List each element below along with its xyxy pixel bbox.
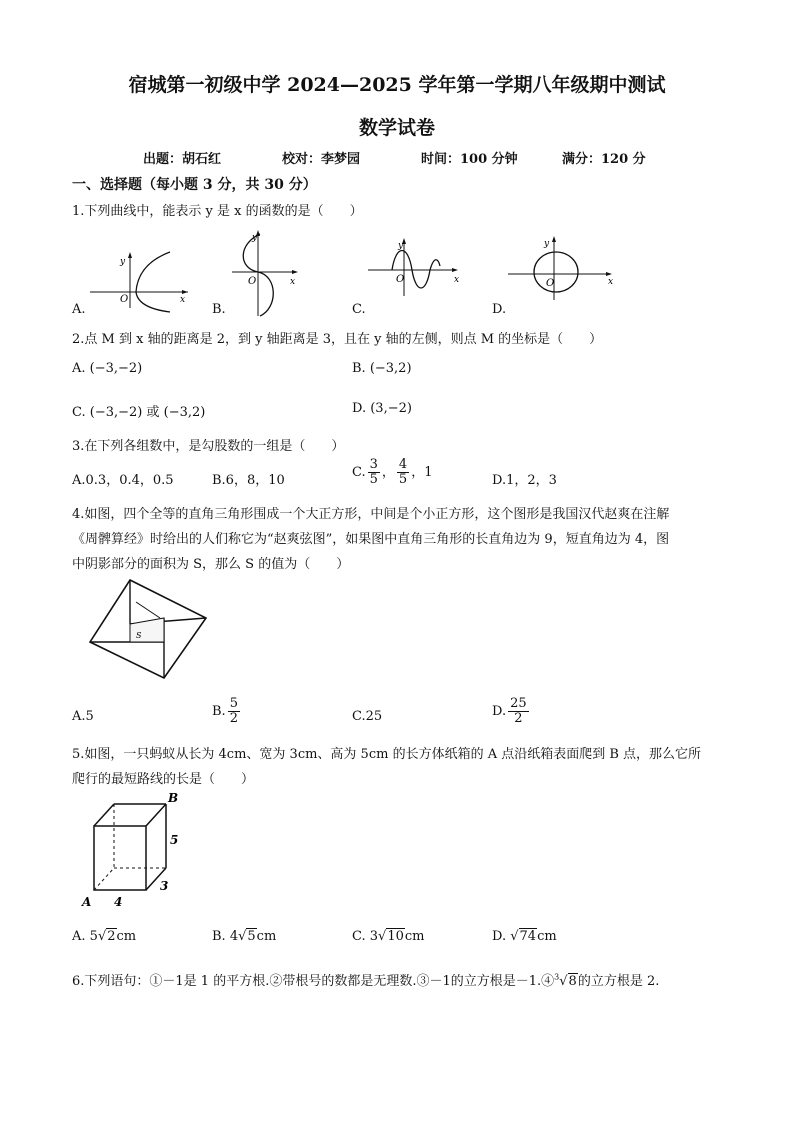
q5-option-d bbox=[492, 929, 557, 944]
q3c-f2-den: 5 bbox=[398, 472, 408, 487]
q6-radicand: 8 bbox=[568, 974, 577, 989]
q4-option-b-label: B. bbox=[212, 704, 226, 719]
q4-option-d-label: D. bbox=[492, 704, 507, 719]
q5d-radical-sign: √ bbox=[510, 929, 519, 944]
q4-line-2: 《周髀算经》时给出的人们称它为“赵爽弦图”，如果图中直角三角形的长直角边为 9，短直角边为 4，图 bbox=[72, 532, 670, 547]
q5c-prefix: C. 3 bbox=[352, 929, 379, 944]
q3c-sep: ， bbox=[381, 465, 395, 480]
q2-option-a: A. (−3,−2) bbox=[72, 361, 143, 376]
exam-title: 宿城第一初级中学 2024—2025 学年第一学期八年级期中测试 bbox=[128, 74, 666, 96]
q5b-unit: cm bbox=[256, 929, 277, 944]
q3c-tail: ，1 bbox=[411, 465, 433, 480]
q3-option-c bbox=[352, 458, 432, 487]
section-heading: 一、选择题（每小题 3 分，共 30 分） bbox=[72, 177, 317, 193]
q6-radical-sign: √ bbox=[559, 974, 568, 989]
q1d-x-label: x bbox=[608, 277, 614, 287]
q1b-y-label: y bbox=[252, 233, 258, 243]
q3c-fraction-2 bbox=[397, 458, 409, 487]
zhao-shuang-figure bbox=[86, 578, 210, 680]
q3c-f1-den: 5 bbox=[369, 472, 378, 487]
q2-option-c: C. (−3,−2) 或 (−3,2) bbox=[72, 405, 206, 420]
exam-time: 时间：100 分钟 bbox=[421, 152, 518, 167]
q5c-radical-sign: √ bbox=[378, 929, 387, 944]
q1c-y-label: y bbox=[398, 241, 404, 251]
q2-option-d: D. (3,−2) bbox=[352, 401, 412, 416]
q1-graph-a bbox=[90, 250, 200, 310]
q5c-radicand: 10 bbox=[387, 929, 404, 944]
q5b-radicand: 5 bbox=[247, 929, 256, 944]
q1a-y-label: y bbox=[120, 257, 126, 267]
q3-option-a: A.0.3，0.4，0.5 bbox=[72, 473, 174, 488]
q6-stem-a: 6.下列语句：①－1是 1 的平方根.②带根号的数都是无理数.③－1的立方根是－1.④ bbox=[72, 974, 555, 989]
q5a-prefix: A. 5 bbox=[72, 929, 98, 944]
q4b-fraction bbox=[228, 697, 240, 726]
box-label-length: 4 bbox=[114, 895, 123, 909]
q4d-num: 25 bbox=[510, 696, 527, 711]
box-label-width: 3 bbox=[160, 879, 169, 893]
q1-graph-c bbox=[368, 236, 468, 296]
q3-option-b: B.6，8，10 bbox=[212, 473, 285, 488]
q1-graph-b bbox=[228, 228, 308, 320]
q1d-y-label: y bbox=[544, 239, 550, 249]
author: 出题：胡石红 bbox=[143, 152, 222, 167]
q4d-den: 2 bbox=[514, 711, 523, 726]
q1a-x-label: x bbox=[180, 295, 186, 305]
q2-stem: 2.点 M 到 x 轴的距离是 2，到 y 轴距离是 3，且在 y 轴的左侧，则点 M 的坐标是（ ） bbox=[72, 332, 603, 347]
q3c-f1-num: 3 bbox=[369, 457, 378, 472]
q5a-radical-sign: √ bbox=[97, 929, 107, 944]
q1c-origin: O bbox=[396, 274, 405, 285]
q1c-x-label: x bbox=[454, 275, 460, 285]
box-figure bbox=[80, 790, 190, 910]
q4-line-3: 中阴影部分的面积为 S，那么 S 的值为（ ） bbox=[72, 557, 350, 572]
q5c-unit: cm bbox=[404, 929, 425, 944]
q5b-radical-sign: √ bbox=[238, 929, 247, 944]
q5d-unit: cm bbox=[537, 929, 557, 944]
q1a-origin: O bbox=[120, 294, 129, 305]
q1d-origin: O bbox=[546, 278, 555, 289]
q5d-prefix: D. bbox=[492, 929, 511, 944]
q5-line-2: 爬行的最短路线的长是（ ） bbox=[72, 772, 255, 787]
q4-option-a: A.5 bbox=[72, 709, 94, 724]
q5a-unit: cm bbox=[116, 929, 137, 944]
q4-option-b bbox=[212, 697, 242, 726]
q4b-num: 5 bbox=[229, 696, 238, 711]
q3c-f2-num: 4 bbox=[398, 457, 408, 472]
q5-option-a bbox=[72, 929, 136, 944]
q1-option-c: C. bbox=[352, 302, 366, 317]
q1-option-a: A. bbox=[72, 302, 86, 317]
q1-graph-d bbox=[508, 234, 618, 300]
box-label-height: 5 bbox=[170, 833, 179, 847]
q4-option-d bbox=[492, 697, 531, 726]
q1b-x-label: x bbox=[290, 277, 296, 287]
box-label-b: B bbox=[168, 791, 179, 805]
figure-s-label: S bbox=[136, 631, 142, 640]
q1-option-d: D. bbox=[492, 302, 507, 317]
q4-line-1: 4.如图，四个全等的直角三角形围成一个大正方形，中间是个小正方形，这个图形是我国汉代赵爽在注解 bbox=[72, 507, 670, 522]
q5d-radicand: 74 bbox=[519, 929, 537, 944]
q1b-origin: O bbox=[248, 276, 257, 287]
q2-option-b: B. (−3,2) bbox=[352, 361, 412, 376]
q5b-prefix: B. 4 bbox=[212, 929, 239, 944]
q4b-den: 2 bbox=[229, 711, 238, 726]
q5-line-1: 5.如图，一只蚂蚁从长为 4cm、宽为 3cm、高为 5cm 的长方体纸箱的 A 点沿纸箱表面爬到 B 点，那么它所 bbox=[72, 747, 702, 762]
q6-stem bbox=[72, 970, 659, 989]
q5-option-b bbox=[212, 929, 276, 944]
q3-option-c-label: C. bbox=[352, 465, 366, 480]
proofreader: 校对：李梦园 bbox=[282, 152, 361, 167]
box-label-a: A bbox=[82, 895, 92, 909]
q1-option-b: B. bbox=[212, 302, 226, 317]
q1-stem: 1.下列曲线中，能表示 y 是 x 的函数的是（ ） bbox=[72, 204, 363, 219]
q3-stem: 3.在下列各组数中，是勾股数的一组是（ ） bbox=[72, 439, 345, 454]
q5a-radicand: 2 bbox=[107, 929, 116, 944]
exam-subtitle: 数学试卷 bbox=[358, 117, 435, 139]
q4-option-c: C.25 bbox=[352, 709, 383, 724]
q6-stem-b: 的立方根是 2. bbox=[577, 974, 660, 989]
full-score: 满分：120 分 bbox=[562, 152, 646, 167]
q3c-fraction-1 bbox=[368, 458, 380, 487]
q6-root-index: 3 bbox=[554, 972, 560, 982]
q3-option-d: D.1，2，3 bbox=[492, 473, 557, 488]
q4d-fraction bbox=[508, 697, 529, 726]
q5-option-c bbox=[352, 929, 424, 944]
